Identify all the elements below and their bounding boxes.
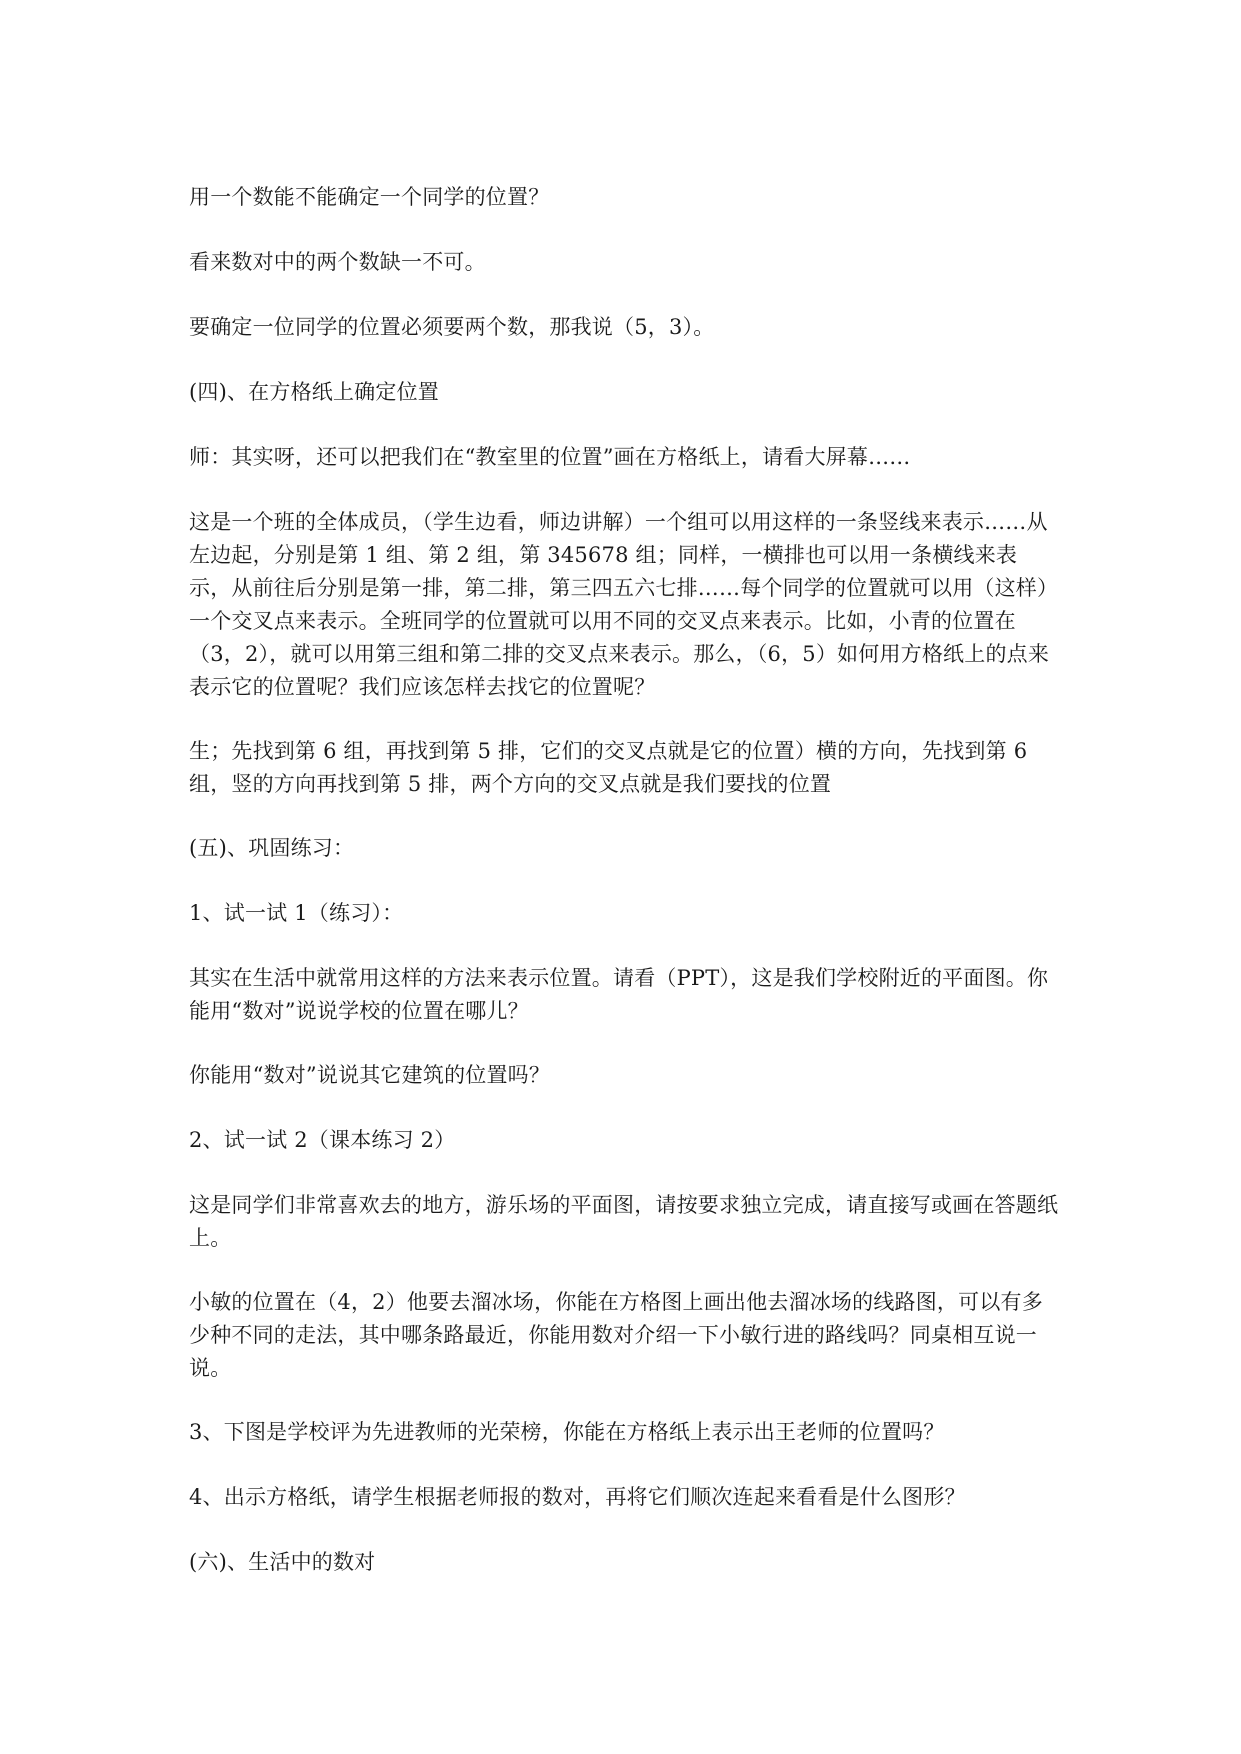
paragraph-amusement-park: 这是同学们非常喜欢去的地方，游乐场的平面图，请按要求独立完成，请直接写或画在答题纸上。 [189,1193,1059,1250]
paragraph-student-answer: 生；先找到第 6 组，再找到第 5 排，它们的交叉点就是它的位置）横的方向，先找到第 6 组，竖的方向再找到第 5 排，两个方向的交叉点就是我们要找的位置 [189,739,1028,796]
section-heading-6: (六)、生活中的数对 [189,1550,376,1574]
paragraph-school-map: 其实在生活中就常用这样的方法来表示位置。请看（PPT），这是我们学校附近的平面图。你能用“数对”说说学校的位置在哪儿？ [189,966,1049,1023]
paragraph-example-5-3: 要确定一位同学的位置必须要两个数，那我说（5，3）。 [189,315,715,339]
paragraph-question-one-number: 用一个数能不能确定一个同学的位置？ [189,185,550,209]
exercise-4: 4、出示方格纸，请学生根据老师报的数对，再将它们顺次连起来看看是什么图形？ [189,1485,966,1509]
exercise-1-heading: 1、试一试 1（练习）： [189,901,404,925]
section-heading-4: (四)、在方格纸上确定位置 [189,380,439,404]
paragraph-teacher-intro: 师：其实呀，还可以把我们在“教室里的位置”画在方格纸上，请看大屏幕…… [189,445,911,469]
paragraph-other-buildings: 你能用“数对”说说其它建筑的位置吗？ [189,1063,551,1087]
exercise-2-heading: 2、试一试 2（课本练习 2） [189,1128,456,1152]
exercise-3: 3、下图是学校评为先进教师的光荣榜，你能在方格纸上表示出王老师的位置吗？ [189,1420,945,1444]
section-heading-5: (五)、巩固练习： [189,836,355,860]
paragraph-xiaomin-route: 小敏的位置在（4，2）他要去溜冰场，你能在方格图上画出他去溜冰场的线路图，可以有多少种不同的走法，其中哪条路最近，你能用数对介绍一下小敏行进的路线吗？同桌相互说一说。 [189,1290,1043,1380]
paragraph-class-grid-explanation: 这是一个班的全体成员，（学生边看，师边讲解）一个组可以用这样的一条竖线来表示……从左边起，分别是第 1 组、第 2 组，第 345678 组；同样，一横排也可以用一条横线来表示，从前往后分别是第一排，第二排，第三四五六七排……每个同学的位置就可以用（这样）一个交叉点来表示。全班同学的位置就可以用不同的交叉点来表示。比如，小青的位置在（3，2），就可以用第三组和第二排的交叉点来表示。那么，（6，5）如何用方格纸上的点来表示它的位置呢？我们应该怎样去找它的位置呢？ [189,510,1059,699]
paragraph-two-numbers-needed: 看来数对中的两个数缺一不可。 [189,250,486,274]
